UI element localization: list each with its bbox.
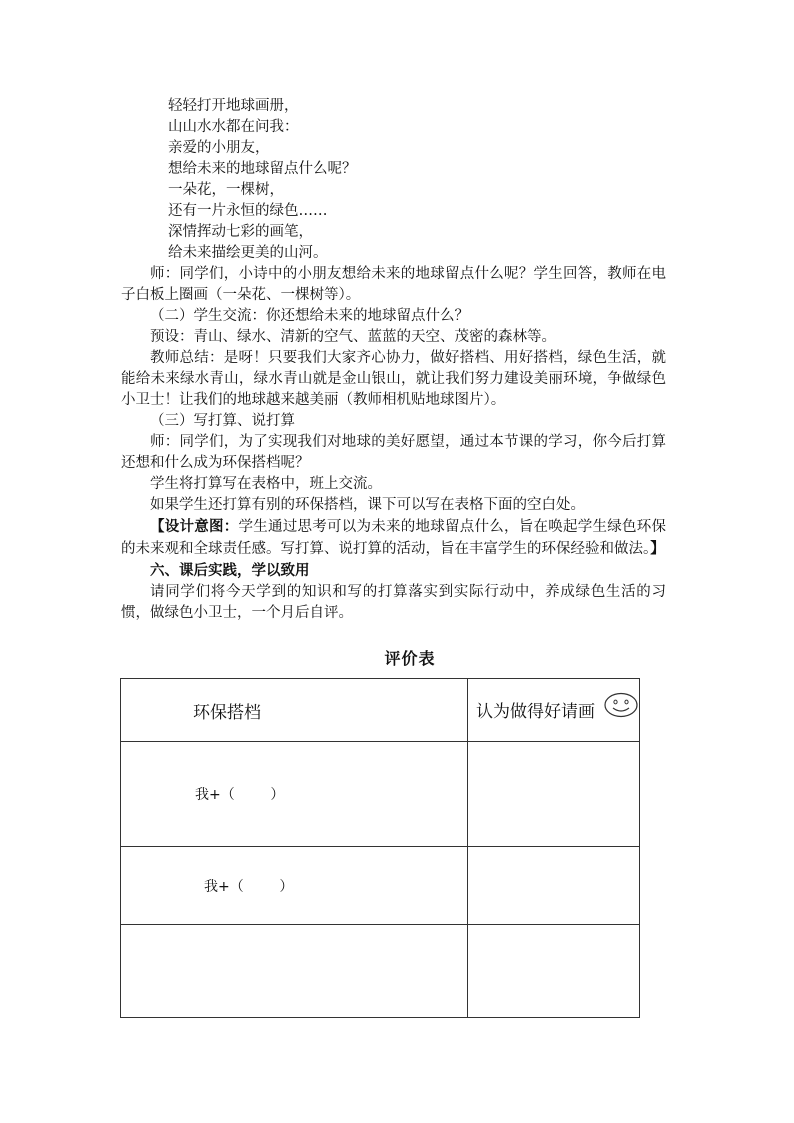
evaluation-table [120,678,640,1018]
partner-cell-3[interactable] [121,925,468,1018]
table-header-row [121,679,640,742]
table-row [121,742,640,847]
paragraph-students-write: 学生将打算写在表格中，班上交流。 [150,476,382,492]
paragraph-preset: 预设：青山、绿水、清新的空气、蓝蓝的天空、茂密的森林等。 [150,329,556,345]
paragraph-teacher-summary: 教师总结：是呀！只要我们大家齐心协力，做好搭档、用好搭档，绿色生活，就能给未来绿水青山，绿水青山就是金山银山，就让我们努力建设美丽环境，争做绿色小卫士！让我们的地球越来越美丽（教师相机贴地球图片）。 [121,350,666,408]
partner-cell-1[interactable]: 我+（ ） [121,742,468,847]
smiley-cell-3[interactable] [468,925,640,1018]
paragraph-extra-partners: 如果学生还打算有别的环保搭档，课下可以写在表格下面的空白处。 [150,497,585,513]
poem-line: 深情挥动七彩的画笔， [168,224,313,240]
poem-line: 想给未来的地球留点什么呢？ [168,161,357,177]
header-eco-partner: 环保搭档 [121,679,468,742]
table-row [121,847,640,925]
poem-line: 山山水水都在问我： [168,119,299,135]
design-intent-close: 】 [650,540,665,557]
poem-line: 轻轻打开地球画册， [168,98,299,114]
section-heading-write-plans: （三）写打算、说打算 [150,413,295,429]
practice-heading: 六、课后实践，学以致用 [150,562,310,579]
paragraph-practice: 请同学们将今天学到的知识和写的打算落实到实际行动中，养成绿色生活的习惯，做绿色小卫士，一个月后自评。 [121,584,666,621]
table-title: 评价表 [384,649,436,668]
smiley-cell-1[interactable] [468,742,640,847]
paragraph-teacher-prompt: 师：同学们，为了实现我们对地球的美好愿望，通过本节课的学习，你今后打算还想和什么成为环保搭档呢？ [121,434,666,471]
poem-line: 给未来描绘更美的山河。 [168,245,328,261]
section-heading-practice [121,560,666,582]
poem [168,96,357,264]
design-intent-text: 学生通过思考可以为未来的地球留点什么，旨在唤起学生绿色环保的未来观和全球责任感。写打算、说打算的活动，旨在丰富学生的环保经验和做法。 [121,519,666,557]
smiley-cell-2[interactable] [468,847,640,925]
body-text [121,264,666,624]
poem-line: 还有一片永恒的绿色…… [168,203,328,219]
paragraph-teacher-question: 师：同学们，小诗中的小朋友想给未来的地球留点什么呢？学生回答，教师在电子白板上圈画（一朵花、一棵树等）。 [121,266,666,303]
paragraph-design-intent [121,516,666,560]
poem-line: 亲爱的小朋友， [168,140,270,156]
smiley-face-icon [603,692,639,723]
header-draw-smiley [468,679,640,742]
table-row [121,925,640,1018]
partner-cell-2[interactable]: 我+（ ） [121,847,468,925]
design-intent-label: 【设计意图： [150,518,239,535]
poem-line: 一朵花，一棵树， [168,182,284,198]
section-heading-student-exchange: （二）学生交流：你还想给未来的地球留点什么？ [150,308,469,324]
header-draw-smiley-label: 认为做得好请画 [476,701,595,722]
